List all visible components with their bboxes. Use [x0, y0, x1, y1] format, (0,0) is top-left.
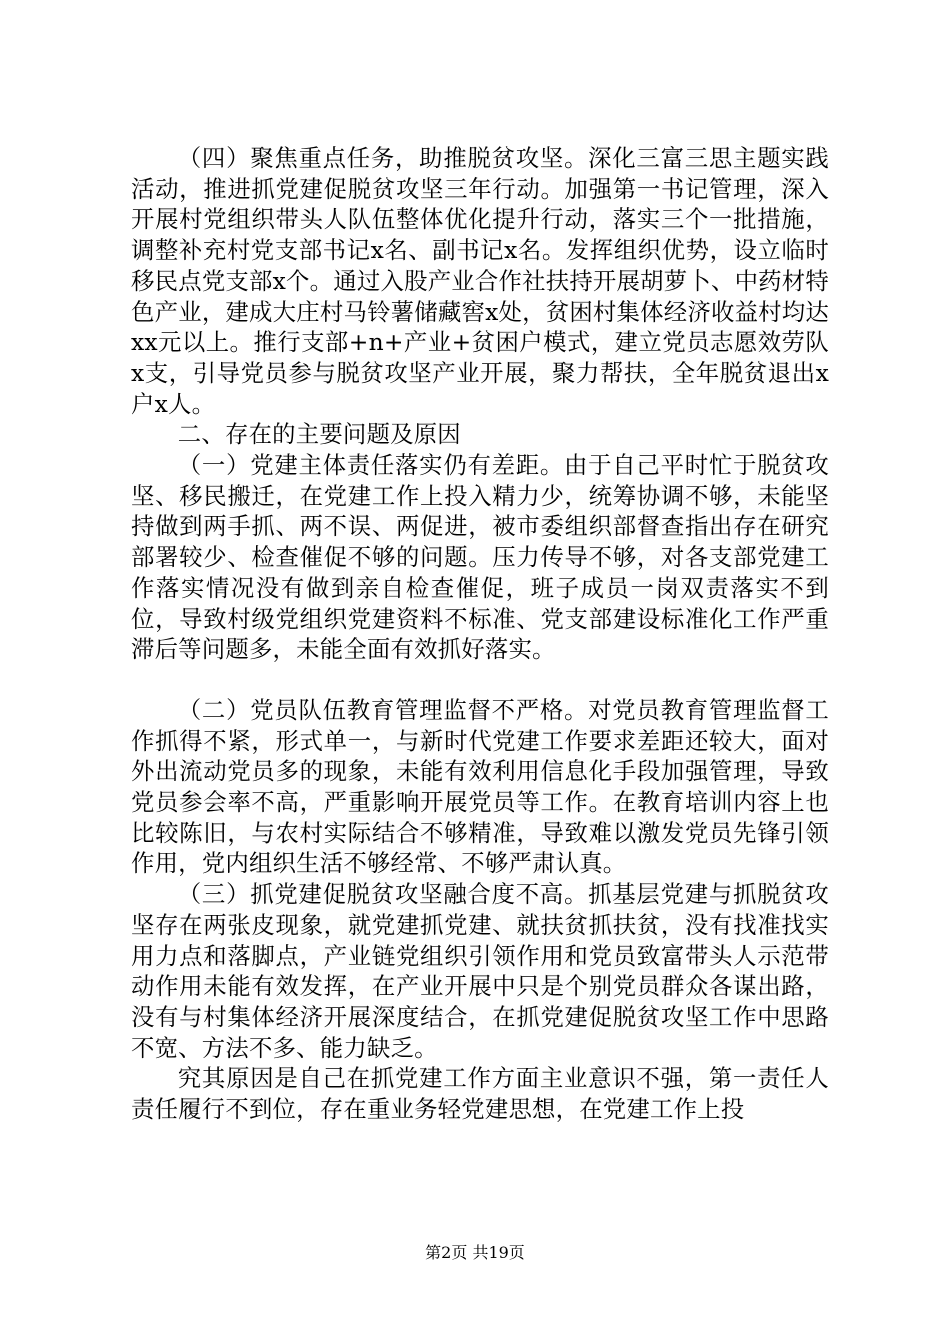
paragraph-problem-one: （一）党建主体责任落实仍有差距。由于自己平时忙于脱贫攻坚、移民搬迁，在党建工作上投入精力少，统筹协调不够，未能坚持做到两手抓、两不误、两促进，被市委组织部督查指出存在研究部署较少、检查催促不够的问题。压力传导不够，对各支部党建工作落实情况没有做到亲自检查催促，班子成员一岗双责落实不到位，导致村级党组织党建资料不标准、党支部建设标准化工作严重滞后等问题多，未能全面有效抓好落实。 — [131, 451, 829, 664]
paragraph-causes: 究其原因是自己在抓党建工作方面主业意识不强，第一责任人责任履行不到位，存在重业务轻党建思想，在党建工作上投 — [131, 1064, 829, 1124]
paragraph-task-four: （四）聚焦重点任务，助推脱贫攻坚。深化三富三思主题实践活动，推进抓党建促脱贫攻坚三年行动。加强第一书记管理，深入开展村党组织带头人队伍整体优化提升行动，落实三个一批措施，调整补充村党支部书记x名、副书记x名。发挥组织优势，设立临时移民点党支部x个。通过入股产业合作社扶持开展胡萝卜、中药材特色产业，建成大庄村马铃薯储藏窖x处，贫困村集体经济收益村均达xx元以上。推行支部+n+产业+贫困户模式，建立党员志愿效劳队x支，引导党员参与脱贫攻坚产业开展，聚力帮扶，全年脱贫退出x户x人。 — [131, 144, 829, 418]
document-body — [131, 143, 829, 1125]
paragraph-spacer — [131, 665, 829, 695]
paragraph-problem-two: （二）党员队伍教育管理监督不严格。对党员教育管理监督工作抓得不紧，形式单一，与新时代党建工作要求差距还较大，面对外出流动党员多的现象，未能有效利用信息化手段加强管理，导致党员参会率不高，严重影响开展党员等工作。在教育培训内容上也比较陈旧，与农村实际结合不够精准，导致难以激发党员先锋引领作用，党内组织生活不够经常、不够严肃认真。 — [131, 695, 829, 878]
paragraph-problem-three: （三）抓党建促脱贫攻坚融合度不高。抓基层党建与抓脱贫攻坚存在两张皮现象，就党建抓党建、就扶贫抓扶贫，没有找准找实用力点和落脚点，产业链党组织引领作用和党员致富带头人示范带动作用未能有效发挥，在产业开展中只是个别党员群众各谋出路，没有与村集体经济开展深度结合，在抓党建促脱贫攻坚工作中思路不宽、方法不多、能力缺乏。 — [131, 880, 829, 1062]
page-footer: 第2页 共19页 — [425, 1243, 525, 1262]
section-heading-problems: 二、存在的主要问题及原因 — [177, 420, 461, 449]
